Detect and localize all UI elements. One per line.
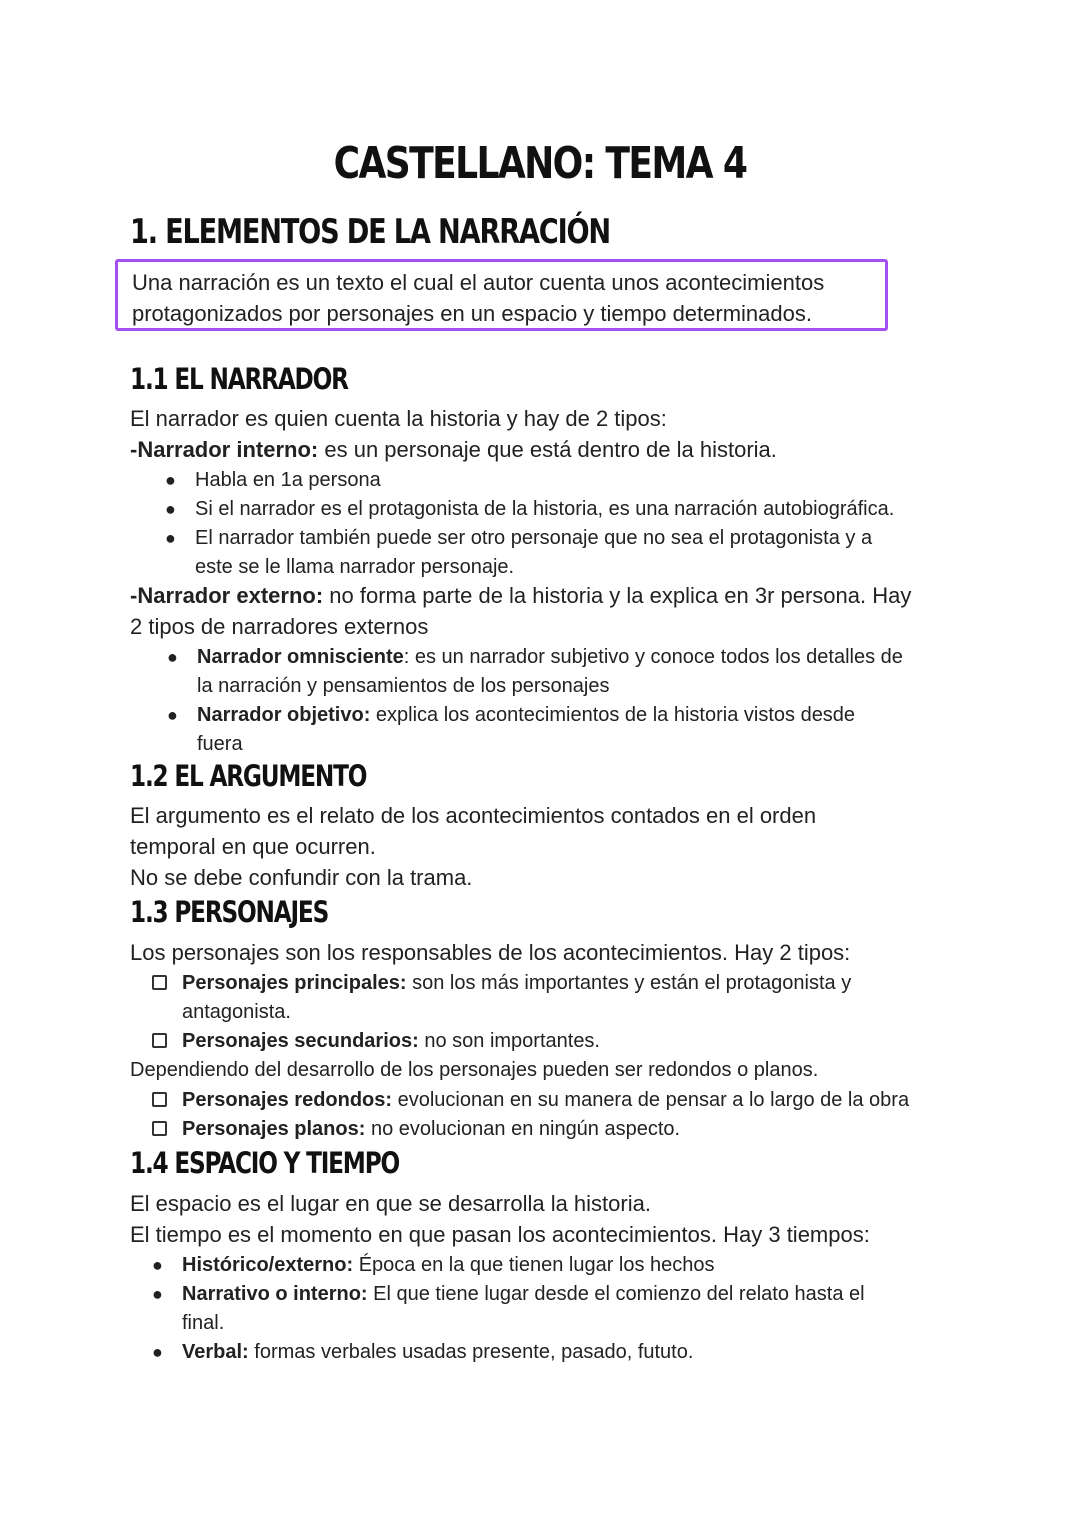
bullet-icon: ●: [152, 1342, 163, 1362]
list-item-continuation: fuera: [197, 733, 243, 755]
list-item: Personajes planos: no evolucionan en ningún aspecto.: [182, 1115, 909, 1144]
list-item-continuation: antagonista.: [182, 1001, 291, 1023]
bullet-icon: ●: [165, 499, 176, 519]
list-item: ● Verbal: formas verbales usadas presente, pasado, fututo.: [182, 1338, 865, 1367]
personajes-intro: Los personajes son los responsables de los acontecimientos. Hay 2 tipos:: [130, 940, 851, 965]
list-item: ● Habla en 1a persona: [195, 466, 894, 495]
bullet-icon: ●: [167, 647, 178, 667]
list-item: ● Narrador omnisciente: es un narrador subjetivo y conoce todos los detalles de: [197, 643, 903, 672]
subsection-heading-espacio: 1.4 ESPACIO Y TIEMPO: [130, 1146, 400, 1180]
checkbox-icon: [152, 1092, 167, 1107]
definition-box: [115, 259, 888, 331]
list-item: ● El narrador también puede ser otro personaje que no sea el protagonista y a: [195, 524, 894, 553]
checkbox-icon: [152, 1033, 167, 1048]
definition-line: protagonizados por personajes en un espacio y tiempo determinados.: [132, 301, 812, 326]
bullet-icon: ●: [152, 1255, 163, 1275]
argumento-line: El argumento es el relato de los acontecimientos contados en el orden: [130, 803, 817, 828]
personajes-middle: Dependiendo del desarrollo de los personajes pueden ser redondos o planos.: [130, 1059, 819, 1081]
list-item: Personajes redondos: evolucionan en su manera de pensar a lo largo de la obra: [182, 1086, 909, 1115]
subsection-heading-argumento: 1.2 EL ARGUMENTO: [130, 759, 367, 793]
narrador-interno-text: es un personaje que está dentro de la historia.: [318, 437, 777, 462]
list-item: Personajes principales: son los más importantes y están el protagonista y: [182, 969, 851, 998]
subsection-heading-personajes: 1.3 PERSONAJES: [130, 895, 329, 929]
narrador-interno-label: -Narrador interno:: [130, 437, 319, 462]
subsection-heading-narrador: 1.1 EL NARRADOR: [130, 362, 348, 396]
checkbox-icon: [152, 1121, 167, 1136]
narrador-externo-list: [167, 643, 903, 759]
page-title: CASTELLANO: TEMA 4: [333, 138, 747, 189]
bullet-icon: ●: [152, 1284, 163, 1304]
personajes-list-2: [182, 1086, 909, 1144]
definition-line: Una narración es un texto el cual el autor cuenta unos acontecimientos: [132, 270, 825, 295]
narrador-externo-label: -Narrador externo:: [130, 583, 324, 608]
bullet-icon: ●: [167, 705, 178, 725]
espacio-line: El espacio es el lugar en que se desarrolla la historia.: [130, 1191, 651, 1216]
personajes-list-1: [182, 969, 851, 1056]
list-item: ● Si el narrador es el protagonista de la historia, es una narración autobiográfica.: [195, 495, 894, 524]
section-heading-elementos: 1. ELEMENTOS DE LA NARRACIÓN: [130, 212, 610, 252]
narrador-intro: El narrador es quien cuenta la historia y hay de 2 tipos:: [130, 406, 667, 431]
list-item: ● Narrador objetivo: explica los acontecimientos de la historia vistos desde: [197, 701, 903, 730]
argumento-line: temporal en que ocurren.: [130, 834, 376, 859]
narrador-interno-line: [130, 434, 777, 465]
espacio-line: El tiempo es el momento en que pasan los acontecimientos. Hay 3 tiempos:: [130, 1222, 870, 1247]
narrador-externo-line: [130, 580, 911, 611]
checkbox-icon: [152, 975, 167, 990]
bullet-icon: ●: [165, 470, 176, 490]
argumento-line: No se debe confundir con la trama.: [130, 865, 473, 890]
list-item-continuation: final.: [182, 1312, 225, 1334]
list-item: ● Histórico/externo: Época en la que tienen lugar los hechos: [182, 1251, 865, 1280]
list-item-continuation: este se le llama narrador personaje.: [195, 556, 515, 578]
bullet-icon: ●: [165, 528, 176, 548]
list-item-continuation: la narración y pensamientos de los personajes: [197, 675, 610, 697]
list-item: Personajes secundarios: no son importantes.: [182, 1027, 851, 1056]
list-item: ● Narrativo o interno: El que tiene lugar desde el comienzo del relato hasta el: [182, 1280, 865, 1309]
narrador-externo-line2: 2 tipos de narradores externos: [130, 614, 429, 639]
tiempos-list: [152, 1251, 865, 1367]
narrador-interno-list: [165, 466, 895, 582]
narrador-externo-text: no forma parte de la historia y la explica en 3r persona. Hay: [323, 583, 912, 608]
